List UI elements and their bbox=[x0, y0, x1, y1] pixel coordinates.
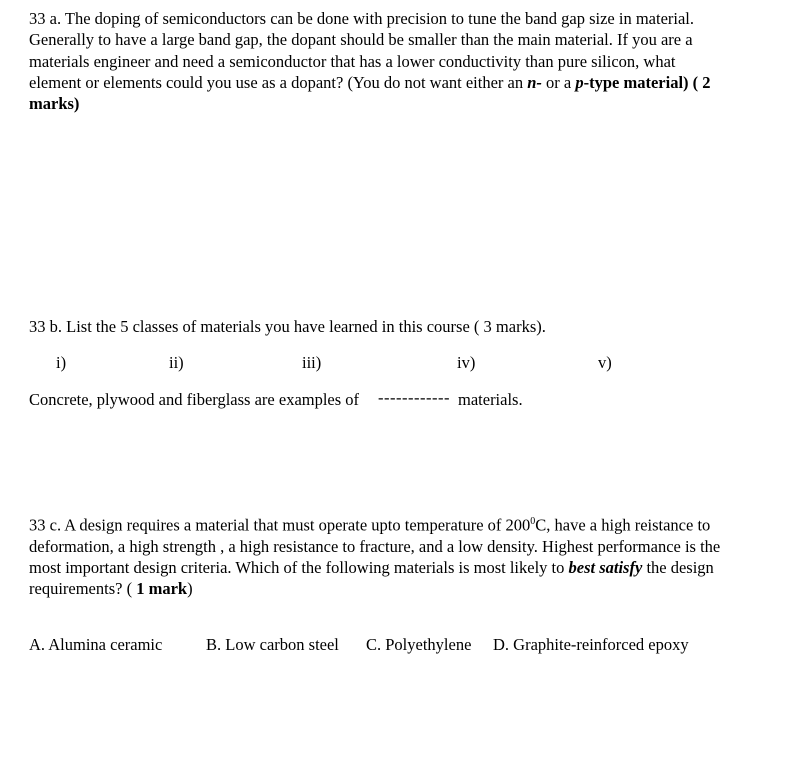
question-33a: 33 a. The doping of semiconductors can be done with precision to tune the band gap size in material. Generally to have a large band gap, the dopant should be smaller than the main material. If you are a materials engineer and need a semiconductor that has a lower conductivity than pure silicon, what element or elements could you use as a dopant? (You do not want either an n- or a p-type material) ( 2 marks) bbox=[29, 9, 711, 114]
concrete-sentence: Concrete, plywood and fiberglass are examples of bbox=[29, 390, 360, 409]
option-d: D. Graphite-reinforced epoxy bbox=[493, 635, 689, 654]
list-item-iii: iii) bbox=[302, 353, 322, 372]
list-item-ii: ii) bbox=[169, 353, 184, 372]
list-item-iv: iv) bbox=[457, 353, 476, 372]
list-item-v: v) bbox=[598, 353, 612, 372]
question-33b: 33 b. List the 5 classes of materials you have learned in this course ( 3 marks). bbox=[29, 317, 546, 336]
materials-word: materials. bbox=[458, 390, 523, 409]
question-33c: 33 c. A design requires a material that must operate upto temperature of $200^0C$, have a high reistance to deformation, a high strength , a high resistance to fracture, and a low density. Highest performance is the most important design criteria. Which of the following materials is most likely to best satisfy the design requirements? ( 1 mark) bbox=[29, 515, 721, 599]
option-b: B. Low carbon steel bbox=[206, 635, 339, 654]
option-c: C. Polyethylene bbox=[366, 635, 472, 654]
list-item-i: i) bbox=[56, 353, 67, 372]
answer-blank: ------------ bbox=[378, 388, 450, 407]
option-a: A. Alumina ceramic bbox=[29, 635, 163, 654]
